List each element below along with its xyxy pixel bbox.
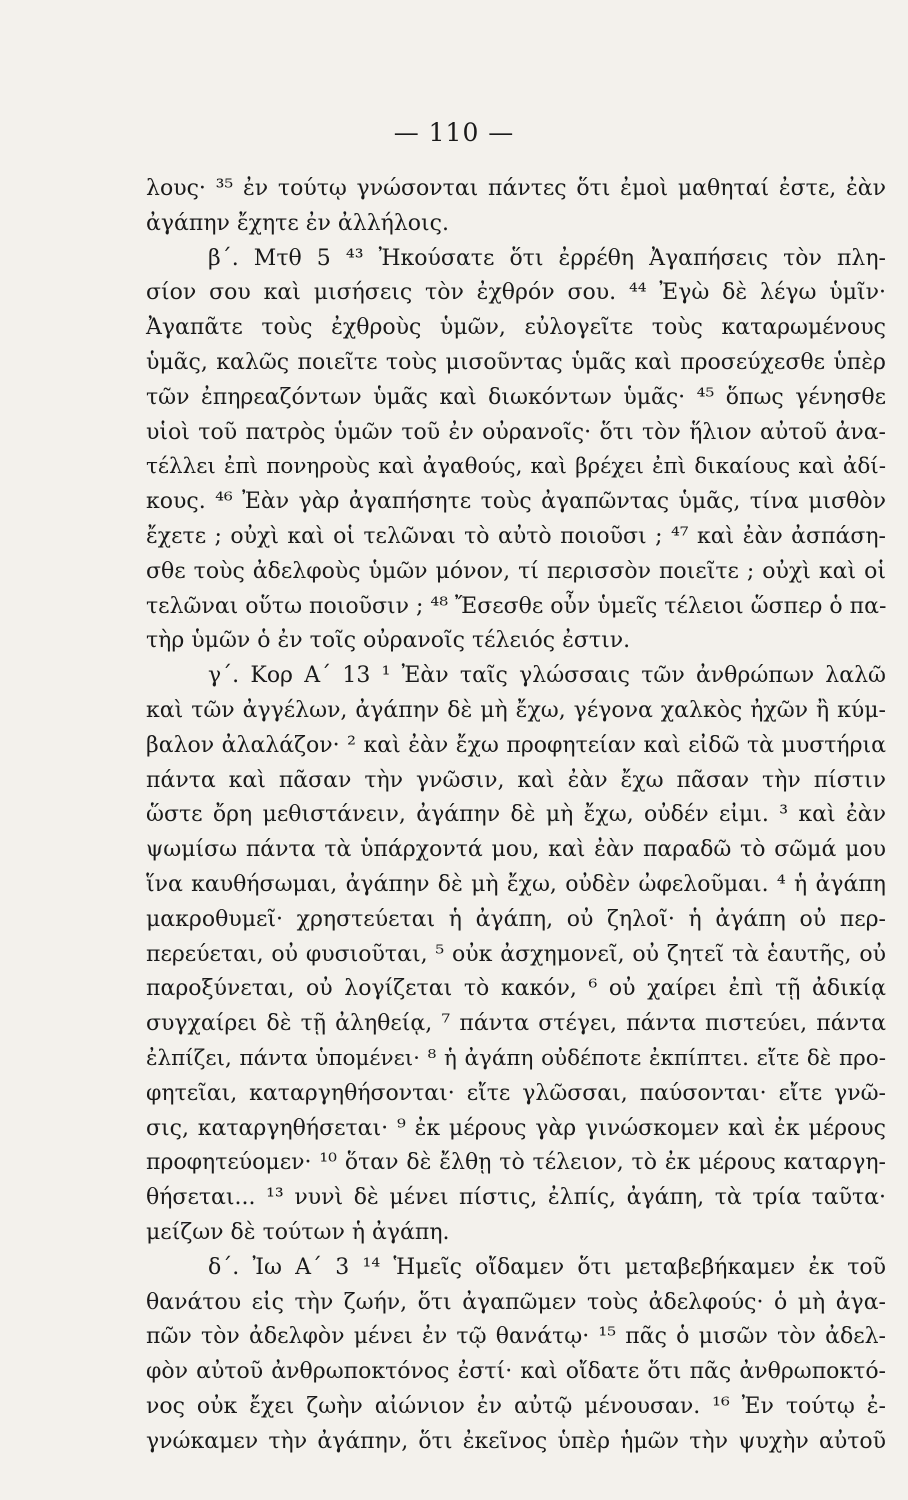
text-line: ὑμᾶς, καλῶς ποιεῖτε τοὺς μισοῦντας ὑμᾶς καὶ προσεύχεσθε ὑπὲρ xyxy=(146,349,886,375)
text-line: ἵνα καυθήσωμαι, ἀγάπην δὲ μὴ ἔχω, οὐδὲν ὠφελοῦμαι. ⁴ ἡ ἀγάπη xyxy=(146,871,886,897)
text-line: ἔχετε ; οὐχὶ καὶ οἱ τελῶναι τὸ αὐτὸ ποιοῦσι ; ⁴⁷ καὶ ἐὰν ἀσπάση- xyxy=(146,523,886,549)
text-line: κους. ⁴⁶ Ἐὰν γὰρ ἀγαπήσητε τοὺς ἀγαπῶντας ὑμᾶς, τίνα μισθὸν xyxy=(146,489,886,515)
text-line: θανάτου εἰς τὴν ζωήν, ὅτι ἀγαπῶμεν τοὺς ἀδελφούς· ὁ μὴ ἀγα- xyxy=(146,1289,886,1315)
text-line: ὥστε ὄρη μεθιστάνειν, ἀγάπην δὲ μὴ ἔχω, οὐδέν εἰμι. ³ καὶ ἐὰν xyxy=(146,802,886,828)
text-line: δ΄. Ἰω Α΄ 3 ¹⁴ Ἡμεῖς οἴδαμεν ὅτι μεταβεβήκαμεν ἐκ τοῦ xyxy=(208,1254,886,1280)
text-line: φὸν αὐτοῦ ἀνθρωποκτόνος ἐστί· καὶ οἴδατε ὅτι πᾶς ἀνθρωποκτό- xyxy=(146,1359,886,1385)
text-line: σθε τοὺς ἀδελφοὺς ὑμῶν μόνον, τί περισσὸν ποιεῖτε ; οὐχὶ καὶ οἱ xyxy=(146,558,886,584)
text-line: πῶν τὸν ἀδελφὸν μένει ἐν τῷ θανάτῳ· ¹⁵ πᾶς ὁ μισῶν τὸν ἀδελ- xyxy=(146,1324,886,1350)
text-line: μακροθυμεῖ· χρηστεύεται ἡ ἀγάπη, οὐ ζηλοῖ· ἡ ἀγάπη οὐ περ- xyxy=(146,906,886,932)
text-line: γ΄. Κορ Α΄ 13 ¹ Ἐὰν ταῖς γλώσσαις τῶν ἀνθρώπων λαλῶ xyxy=(208,663,886,689)
text-line: ἀγάπην ἔχητε ἐν ἀλλήλοις. xyxy=(146,210,449,236)
text-line: σίον σου καὶ μισήσεις τὸν ἐχθρόν σου. ⁴⁴ Ἐγὼ δὲ λέγω ὑμῖν· xyxy=(146,280,886,306)
text-line: λους· ³⁵ ἐν τούτῳ γνώσονται πάντες ὅτι ἐμοὶ μαθηταί ἐστε, ἐὰν xyxy=(146,176,886,201)
text-line: ψωμίσω πάντα τὰ ὑπάρχοντά μου, καὶ ἐὰν παραδῶ τὸ σῶμά μου xyxy=(146,837,886,863)
text-line: τὴρ ὑμῶν ὁ ἐν τοῖς οὐρανοῖς τέλειός ἐστιν. xyxy=(146,628,631,654)
text-line: Ἀγαπᾶτε τοὺς ἐχθροὺς ὑμῶν, εὐλογεῖτε τοὺς καταρωμένους xyxy=(146,315,886,341)
text-line: μείζων δὲ τούτων ἡ ἀγάπη. xyxy=(146,1219,450,1245)
body-text xyxy=(146,172,886,1459)
text-line: τέλλει ἐπὶ πονηροὺς καὶ ἀγαθούς, καὶ βρέχει ἐπὶ δικαίους καὶ ἀδί- xyxy=(146,454,886,480)
text-line: καὶ τῶν ἀγγέλων, ἀγάπην δὲ μὴ ἔχω, γέγονα χαλκὸς ἠχῶν ἢ κύμ- xyxy=(146,697,886,723)
page-number: — 110 — xyxy=(393,118,515,147)
text-line: γνώκαμεν τὴν ἀγάπην, ὅτι ἐκεῖνος ὑπὲρ ἡμῶν τὴν ψυχὴν αὐτοῦ xyxy=(146,1428,886,1454)
text-line: προφητεύομεν· ¹⁰ ὅταν δὲ ἔλθῃ τὸ τέλειον, τὸ ἐκ μέρους καταργη- xyxy=(146,1150,886,1176)
text-line: θήσεται... ¹³ νυνὶ δὲ μένει πίστις, ἐλπίς, ἀγάπη, τὰ τρία ταῦτα· xyxy=(146,1185,886,1211)
text-line: φητεῖαι, καταργηθήσονται· εἴτε γλῶσσαι, παύσονται· εἴτε γνῶ- xyxy=(146,1080,886,1106)
text-line: τῶν ἐπηρεαζόντων ὑμᾶς καὶ διωκόντων ὑμᾶς· ⁴⁵ ὅπως γένησθε xyxy=(146,384,886,410)
text-line: πάντα καὶ πᾶσαν τὴν γνῶσιν, καὶ ἐὰν ἔχω πᾶσαν τὴν πίστιν xyxy=(146,767,886,793)
text-line: νος οὐκ ἔχει ζωὴν αἰώνιον ἐν αὐτῷ μένουσαν. ¹⁶ Ἐν τούτῳ ἐ- xyxy=(146,1393,886,1419)
text-line: βαλον ἀλαλάζον· ² καὶ ἐὰν ἔχω προφητείαν καὶ εἰδῶ τὰ μυστήρια xyxy=(146,732,886,758)
text-line: περεύεται, οὐ φυσιοῦται, ⁵ οὐκ ἀσχημονεῖ, οὐ ζητεῖ τὰ ἑαυτῆς, οὐ xyxy=(146,941,886,967)
text-line: ἐλπίζει, πάντα ὑπομένει· ⁸ ἡ ἀγάπη οὐδέποτε ἐκπίπτει. εἴτε δὲ προ- xyxy=(146,1045,886,1071)
text-line: τελῶναι οὕτω ποιοῦσιν ; ⁴⁸ Ἔσεσθε οὖν ὑμεῖς τέλειοι ὥσπερ ὁ πα- xyxy=(146,593,887,619)
text-line: υἱοὶ τοῦ πατρὸς ὑμῶν τοῦ ἐν οὐρανοῖς· ὅτι τὸν ἥλιον αὐτοῦ ἀνα- xyxy=(146,419,886,445)
text-line: σις, καταργηθήσεται· ⁹ ἐκ μέρους γὰρ γινώσκομεν καὶ ἐκ μέρους xyxy=(146,1115,886,1141)
text-line: συγχαίρει δὲ τῇ ἀληθείᾳ, ⁷ πάντα στέγει, πάντα πιστεύει, πάντα xyxy=(146,1011,886,1037)
text-line: παροξύνεται, οὐ λογίζεται τὸ κακόν, ⁶ οὐ χαίρει ἐπὶ τῇ ἀδικίᾳ xyxy=(146,976,886,1002)
text-line: β΄. Μτθ 5 ⁴³ Ἠκούσατε ὅτι ἐρρέθη Ἀγαπήσεις τὸν πλη- xyxy=(208,245,886,271)
